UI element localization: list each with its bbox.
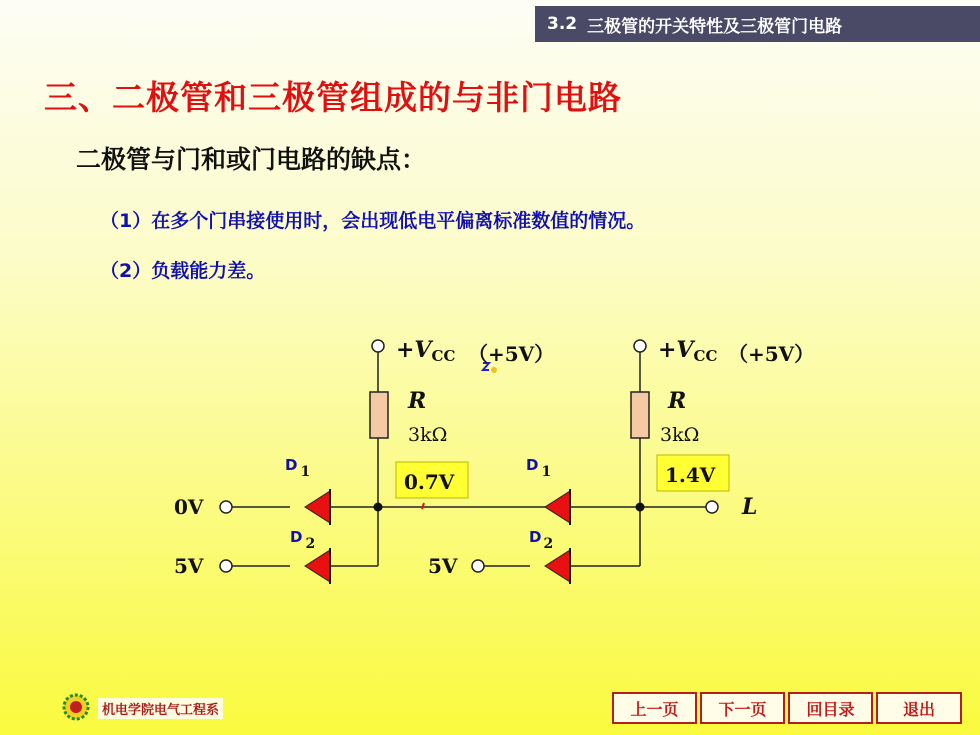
next-page-button[interactable]: 下一页: [700, 692, 785, 724]
d1-sub-right: 1: [541, 464, 552, 480]
input-5v-label-right: 5V: [428, 554, 458, 578]
college-logo-icon: [62, 693, 90, 721]
resistor-left: [370, 392, 388, 438]
output-label-l: L: [742, 494, 758, 520]
svg-text:D1: [285, 456, 310, 480]
d2-sub-left: 2: [305, 536, 316, 552]
d1-label-left: D: [285, 456, 298, 474]
vcc-sub-left: CC: [431, 347, 456, 365]
resistor-right: [631, 392, 649, 438]
exit-button[interactable]: 退出: [876, 692, 962, 724]
input-terminal-5v-left: [220, 560, 232, 572]
svg-text:D2: [529, 528, 553, 552]
vcc-terminal-right: [634, 340, 646, 352]
vcc-sub-right: CC: [693, 347, 718, 365]
toc-button[interactable]: 回目录: [788, 692, 873, 724]
point-1: （1）在多个门串接使用时，会出现低电平偏离标准数值的情况。: [100, 210, 646, 232]
d2-sub-right: 2: [543, 536, 554, 552]
input-5v-label-left: 5V: [174, 554, 204, 578]
resistor-value-right: 3kΩ: [660, 424, 700, 446]
diode-right-d1: [545, 489, 570, 525]
resistor-label-left: R: [408, 388, 427, 414]
svg-text:D2: [290, 528, 315, 552]
vcc-value-right: （+5V）: [728, 342, 815, 366]
vcc-label-left: +V: [396, 337, 432, 363]
diode-left-d2: [305, 548, 330, 584]
output-voltage-left: 0.7V: [404, 470, 455, 494]
small-red-mark: [422, 503, 424, 509]
d1-sub-left: 1: [300, 464, 311, 480]
slide-subtitle: 二极管与门和或门电路的缺点：: [76, 145, 427, 174]
diode-right-d2: [545, 548, 570, 584]
output-voltage-right: 1.4V: [665, 463, 716, 487]
d2-label-right: D: [529, 528, 542, 546]
svg-text:+VCC: [396, 337, 455, 365]
resistor-value-left: 3kΩ: [408, 424, 448, 446]
d1-label-right: D: [526, 456, 539, 474]
input-0v-label: 0V: [174, 495, 204, 519]
resistor-label-right: R: [668, 388, 687, 414]
vcc-value-left: （+5V）: [468, 342, 555, 366]
svg-text:+VCC: [658, 337, 717, 365]
output-terminal-l: [706, 501, 718, 513]
point-2: （2）负载能力差。: [100, 260, 266, 282]
diode-left-d1: [305, 489, 330, 525]
input-terminal-5v-right: [472, 560, 484, 572]
vcc-label-right: +V: [658, 337, 694, 363]
prev-page-button[interactable]: 上一页: [612, 692, 697, 724]
input-terminal-0v: [220, 501, 232, 513]
slide-title: 三、二极管和三极管组成的与非门电路: [44, 78, 622, 117]
vcc-terminal-left: [372, 340, 384, 352]
section-number: 3.2: [547, 14, 578, 34]
svg-text:D1: [526, 456, 551, 480]
d2-label-left: D: [290, 528, 303, 546]
department-label: 机电学院电气工程系: [98, 698, 223, 719]
section-title: 三极管的开关特性及三极管门电路: [587, 16, 843, 37]
